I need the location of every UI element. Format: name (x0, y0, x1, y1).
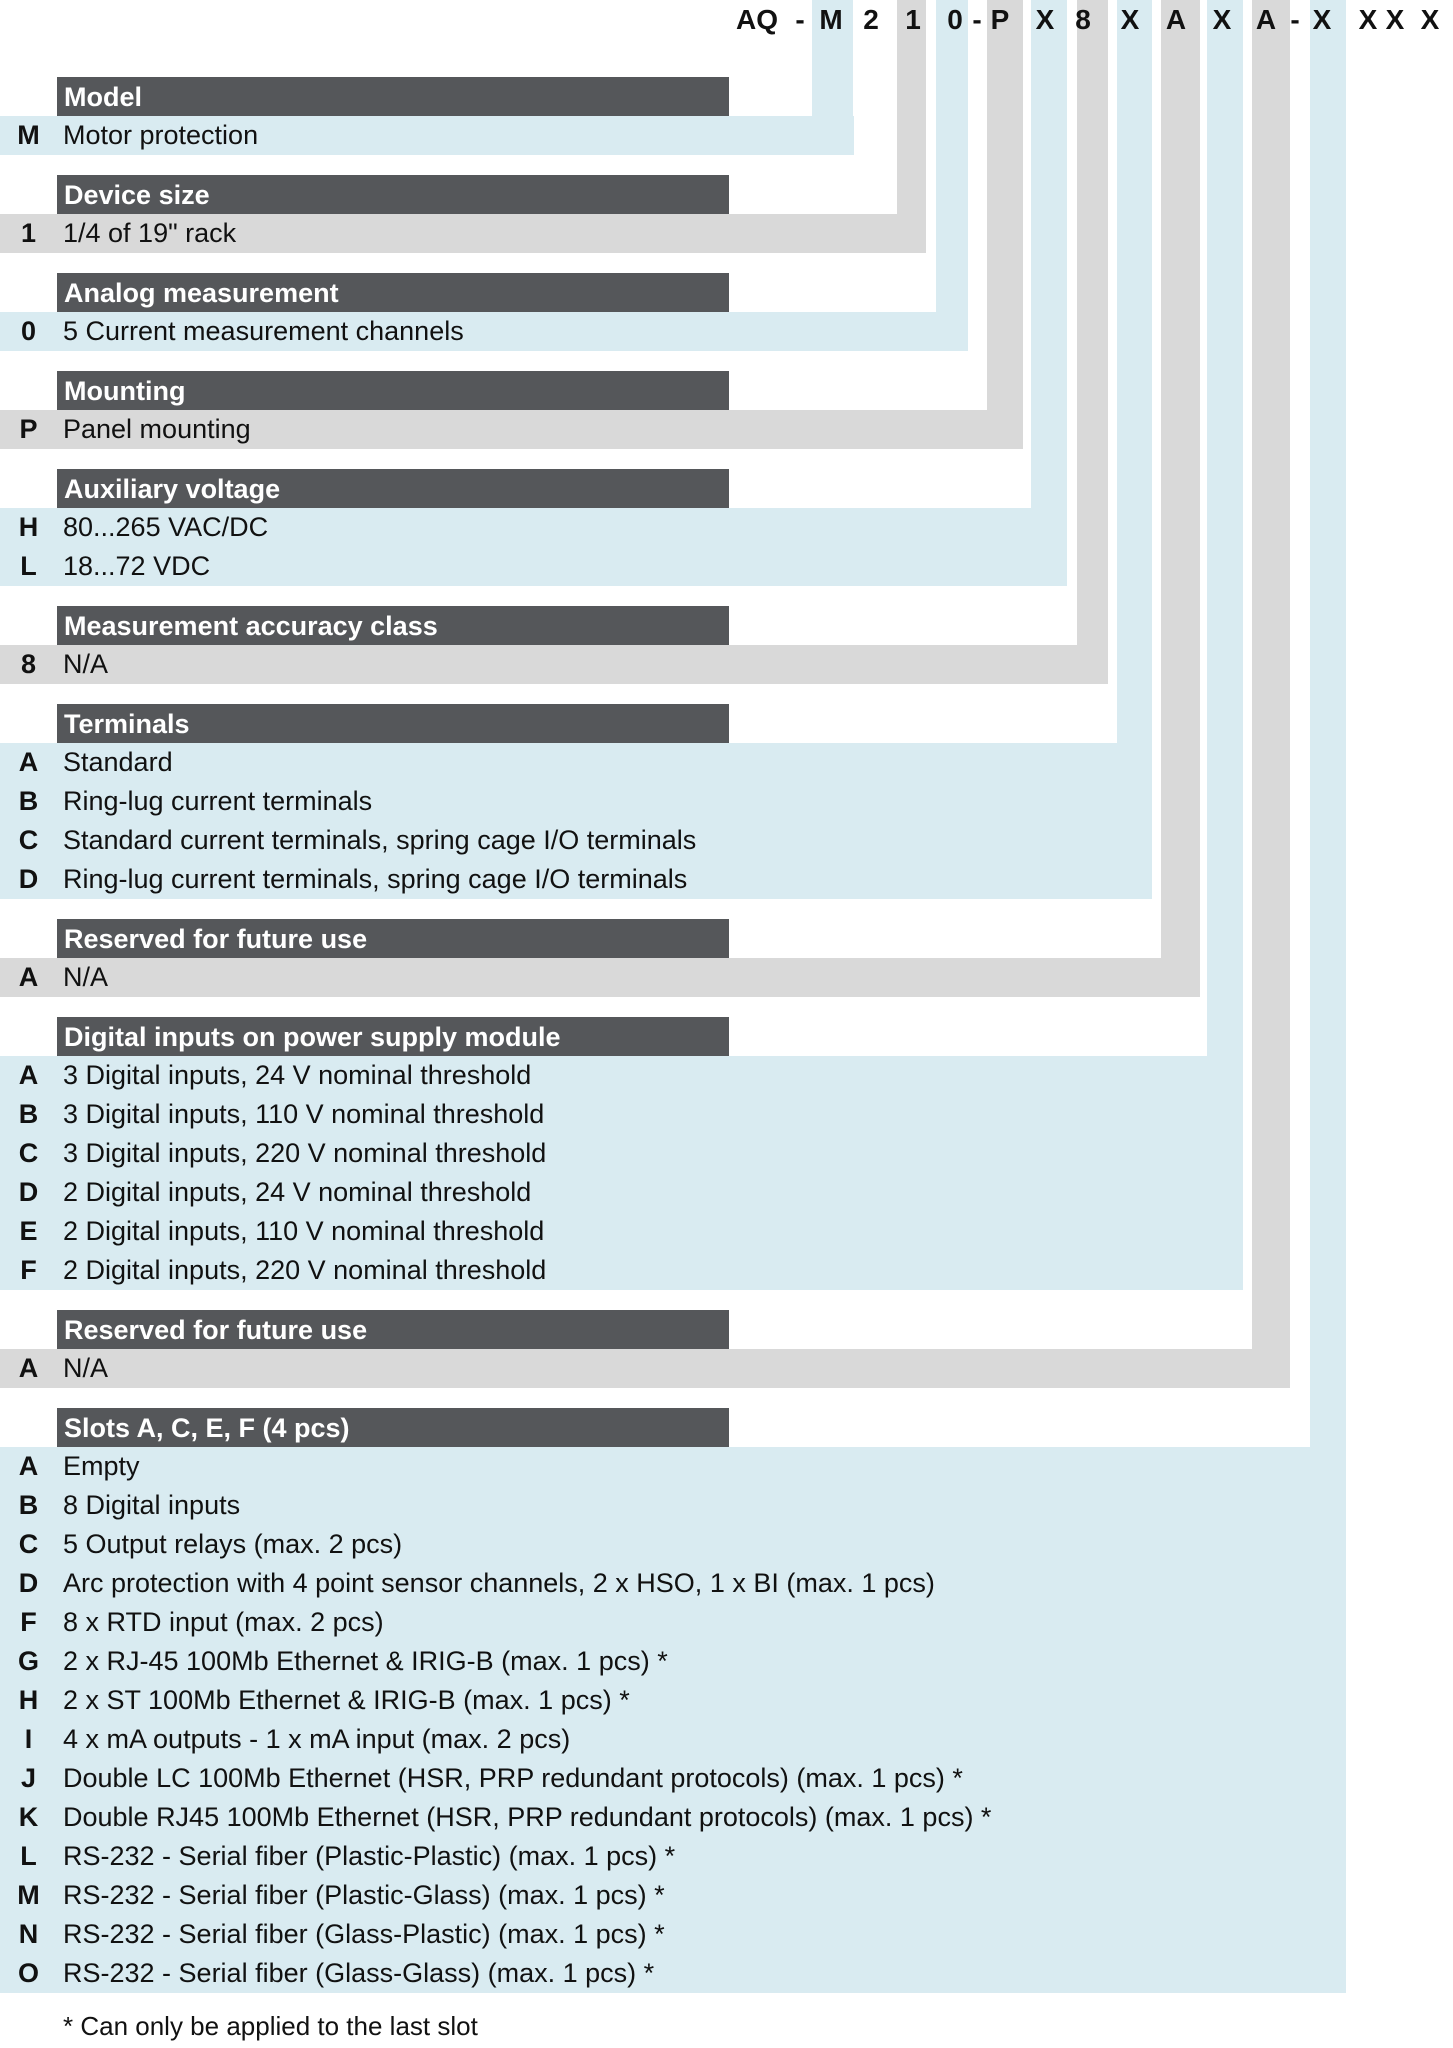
option-description: RS-232 - Serial fiber (Plastic-Glass) (max. 1 pcs) * (63, 1880, 665, 1910)
option-code-letter: M (17, 120, 40, 150)
option-description: RS-232 - Serial fiber (Glass-Plastic) (max. 1 pcs) * (63, 1919, 665, 1949)
option-code-letter: 1 (20, 218, 37, 248)
order-code-character: AQ (736, 4, 778, 35)
section-header: Terminals (57, 704, 729, 743)
order-code-character: X (1420, 4, 1440, 35)
order-code-character: 8 (1075, 4, 1091, 35)
option-description: 3 Digital inputs, 220 V nominal threshold (63, 1138, 547, 1168)
order-code-character: X (1358, 4, 1378, 35)
section-option-band (0, 1349, 1290, 1388)
code-connector-strip (936, 0, 968, 351)
option-description: Double RJ45 100Mb Ethernet (HSR, PRP redundant protocols) (max. 1 pcs) * (63, 1802, 992, 1832)
option-code-letter: M (17, 1880, 40, 1910)
option-description: Motor protection (63, 120, 259, 150)
option-code-letter: 8 (20, 649, 37, 679)
option-description: 8 Digital inputs (63, 1490, 241, 1520)
option-description: Arc protection with 4 point sensor channels, 2 x HSO, 1 x BI (max. 1 pcs) (63, 1568, 935, 1598)
order-code-character: - (1290, 4, 1300, 35)
option-description: Standard current terminals, spring cage I/O terminals (63, 825, 697, 855)
option-description: 5 Output relays (max. 2 pcs) (63, 1529, 403, 1559)
option-description: N/A (63, 1353, 109, 1383)
option-description: RS-232 - Serial fiber (Glass-Glass) (max. 1 pcs) * (63, 1958, 655, 1988)
section-header: Analog measurement (57, 273, 729, 312)
option-description: Ring-lug current terminals (63, 786, 373, 816)
section-header: Reserved for future use (57, 1310, 729, 1349)
option-description: 3 Digital inputs, 110 V nominal threshold (63, 1099, 545, 1129)
section-header: Device size (57, 175, 729, 214)
order-code-character: 1 (905, 4, 921, 35)
option-code-letter: A (18, 1451, 39, 1481)
code-connector-strip (1077, 0, 1108, 684)
option-code-letter: O (17, 1958, 39, 1988)
option-description: Double LC 100Mb Ethernet (HSR, PRP redundant protocols) (max. 1 pcs) * (63, 1763, 963, 1793)
option-code-letter: C (18, 1529, 39, 1559)
option-code-letter: D (18, 1568, 39, 1598)
code-connector-strip (1161, 0, 1200, 997)
order-code-character: - (972, 4, 982, 35)
order-code-character: X (1212, 4, 1232, 35)
option-code-letter: D (18, 864, 39, 894)
section-header: Model (57, 77, 729, 116)
option-description: 5 Current measurement channels (63, 316, 464, 346)
option-code-letter: N (18, 1919, 39, 1949)
section-option-band (0, 958, 1200, 997)
option-description: N/A (63, 649, 109, 679)
code-connector-strip (987, 0, 1023, 449)
option-description: Panel mounting (63, 414, 251, 444)
section-header: Auxiliary voltage (57, 469, 729, 508)
option-code-letter: A (18, 747, 39, 777)
option-code-letter: H (18, 1685, 39, 1715)
option-code-letter: C (18, 825, 39, 855)
option-description: Empty (63, 1451, 140, 1481)
option-description: RS-232 - Serial fiber (Plastic-Plastic) (max. 1 pcs) * (63, 1841, 676, 1871)
option-code-letter: L (20, 1841, 37, 1871)
order-code-character: A (1165, 4, 1187, 35)
option-description: 2 x ST 100Mb Ethernet & IRIG-B (max. 1 pcs) * (63, 1685, 630, 1715)
option-description: 18...72 VDC (63, 551, 211, 581)
option-code-letter: C (18, 1138, 39, 1168)
option-description: N/A (63, 962, 109, 992)
option-description: 2 Digital inputs, 110 V nominal threshold (63, 1216, 545, 1246)
order-code-character: X (1312, 4, 1332, 35)
order-code-character: 2 (863, 4, 879, 35)
option-code-letter: F (20, 1607, 37, 1637)
option-code-letter: B (18, 1099, 39, 1129)
option-code-letter: F (20, 1255, 37, 1285)
section-header: Mounting (57, 371, 729, 410)
option-description: Standard (63, 747, 173, 777)
option-description: Ring-lug current terminals, spring cage I/O terminals (63, 864, 688, 894)
code-connector-strip (1252, 0, 1290, 1388)
option-description: 8 x RTD input (max. 2 pcs) (63, 1607, 384, 1637)
order-code-character: P (990, 4, 1010, 35)
option-code-letter: D (18, 1177, 39, 1207)
option-code-letter: 0 (20, 316, 37, 346)
footnote: * Can only be applied to the last slot (63, 2011, 478, 2041)
option-code-letter: E (19, 1216, 38, 1246)
option-code-letter: H (18, 512, 39, 542)
option-code-letter: L (20, 551, 37, 581)
option-description: 2 x RJ-45 100Mb Ethernet & IRIG-B (max. 1 pcs) * (63, 1646, 668, 1676)
option-code-letter: B (18, 786, 39, 816)
order-code-character: - (795, 4, 805, 35)
option-code-letter: P (19, 414, 38, 444)
order-code-character: A (1255, 4, 1277, 35)
option-code-letter: A (18, 1353, 39, 1383)
option-code-letter: A (18, 1060, 39, 1090)
order-code-character: X (1385, 4, 1405, 35)
order-code-character: M (819, 4, 843, 35)
order-code-character: X (1035, 4, 1055, 35)
section-header: Measurement accuracy class (57, 606, 729, 645)
order-code-character: X (1120, 4, 1140, 35)
option-code-letter: G (17, 1646, 39, 1676)
option-description: 1/4 of 19" rack (63, 218, 237, 248)
option-description: 4 x mA outputs - 1 x mA input (max. 2 pcs) (63, 1724, 571, 1754)
option-code-letter: A (18, 962, 39, 992)
option-code-letter: I (24, 1724, 33, 1754)
section-header: Reserved for future use (57, 919, 729, 958)
section-header: Digital inputs on power supply module (57, 1017, 729, 1056)
code-connector-strip (1031, 0, 1067, 586)
option-code-letter: J (20, 1763, 37, 1793)
option-description: 3 Digital inputs, 24 V nominal threshold (63, 1060, 532, 1090)
option-code-letter: K (18, 1802, 39, 1832)
option-code-letter: B (18, 1490, 39, 1520)
option-description: 80...265 VAC/DC (63, 512, 269, 542)
order-code-character: 0 (947, 4, 963, 35)
section-option-band (0, 645, 1108, 684)
option-description: 2 Digital inputs, 24 V nominal threshold (63, 1177, 532, 1207)
option-description: 2 Digital inputs, 220 V nominal threshold (63, 1255, 547, 1285)
section-header: Slots A, C, E, F (4 pcs) (57, 1408, 729, 1447)
